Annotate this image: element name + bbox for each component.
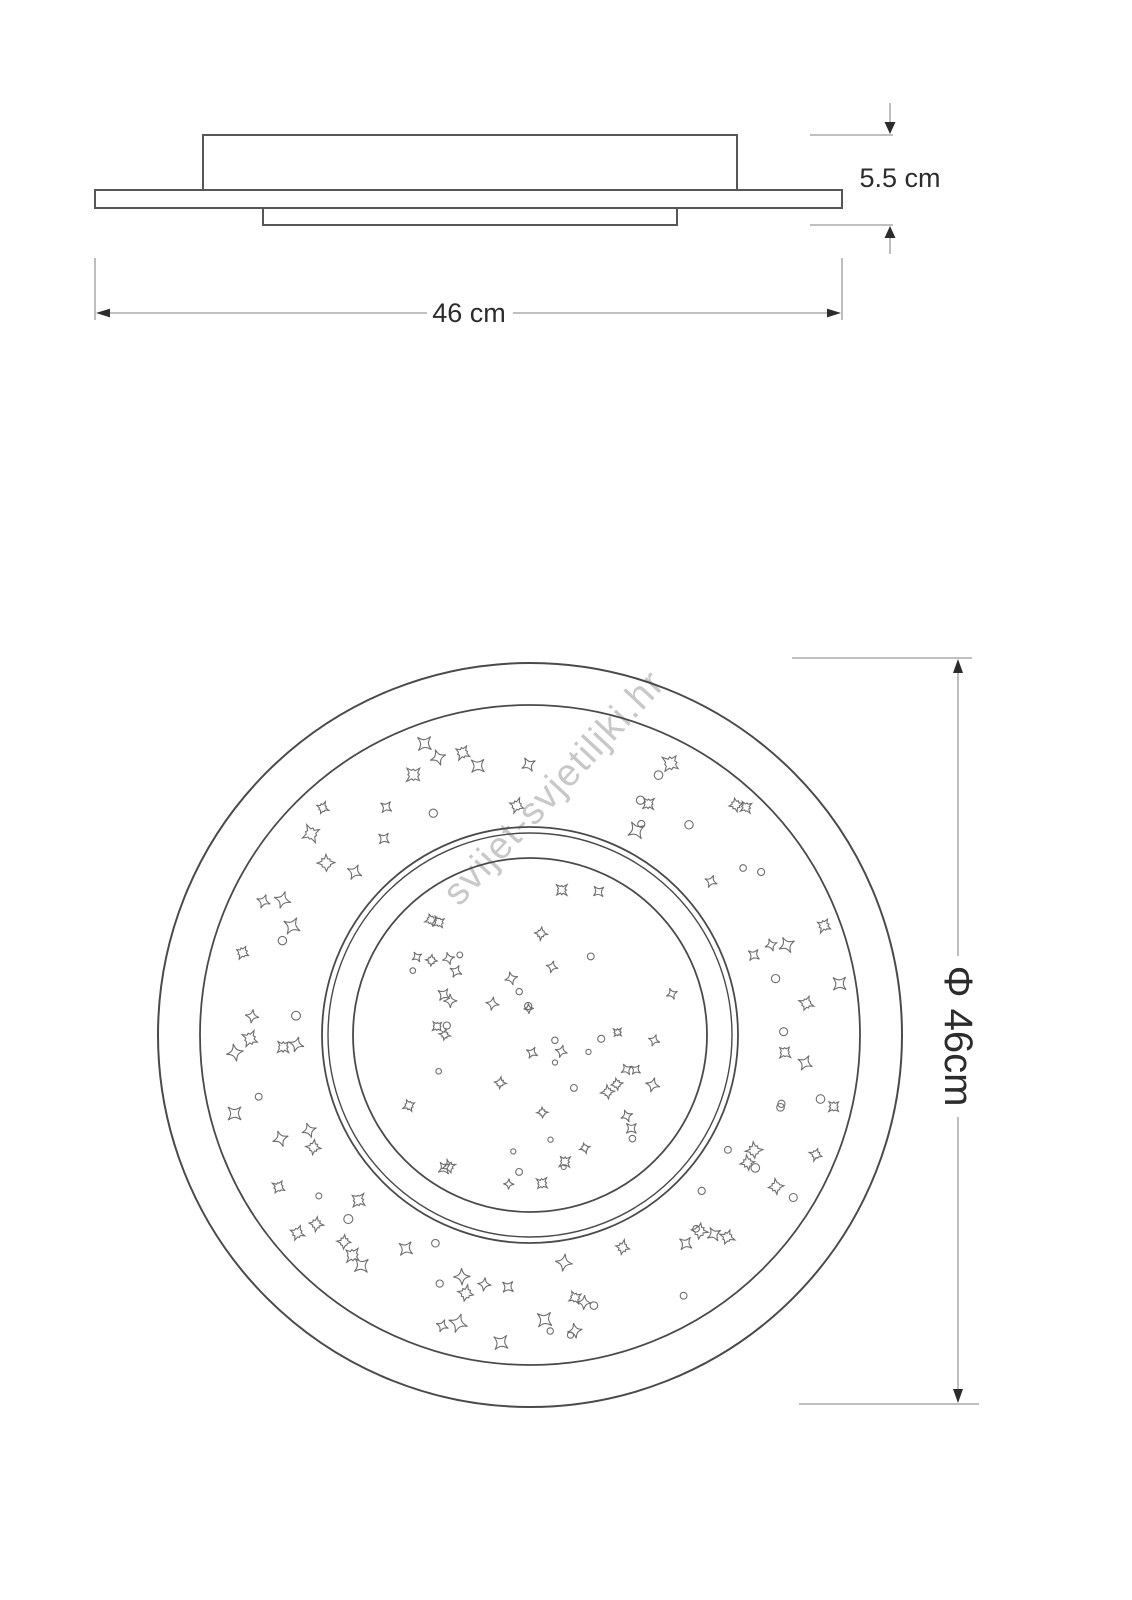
dot-icon [772,975,780,983]
diameter-dimension-label: Φ 46cm [936,965,980,1107]
sparkle-star-icon [347,865,362,880]
jagged-star-icon [818,919,831,933]
sparkle-star-icon [453,1268,470,1285]
arrow-up-icon [885,226,896,238]
jagged-star-icon [780,1047,791,1058]
lamp-base-plate-side [95,190,842,208]
dot-icon [552,1037,558,1043]
dot-icon [571,1085,578,1092]
sparkle-star-icon [226,1044,243,1061]
jagged-star-icon [829,1102,839,1112]
arrow-up-icon [953,659,963,673]
sparkle-star-icon [257,895,271,909]
dot-icon [629,1135,636,1142]
arrow-left-icon [96,309,110,318]
sparkle-star-icon [628,822,645,839]
jagged-star-icon [317,854,335,871]
sparkle-star-icon [412,952,422,962]
jagged-star-icon [237,947,249,960]
sparkle-star-icon [503,1179,514,1190]
sparkle-star-icon [418,737,432,751]
sparkle-star-icon [436,1320,448,1332]
jagged-star-icon [290,1226,305,1241]
sparkle-star-icon [505,972,518,985]
dot-icon [598,1035,605,1042]
dot-icon [552,1060,557,1065]
sparkle-star-icon [273,1131,289,1147]
jagged-star-icon [309,1217,324,1232]
dot-icon [587,953,594,960]
dot-icon [429,809,437,817]
sparkle-star-icon [399,1242,413,1256]
jagged-star-icon [616,1240,630,1255]
jagged-star-icon [611,1078,623,1090]
width-dimension [95,258,842,328]
dot-icon [278,936,286,944]
jagged-star-icon [559,1157,570,1168]
dot-icon [636,796,644,804]
dot-icon [698,1187,705,1194]
sparkle-star-icon [486,997,500,1011]
sparkle-star-icon [593,886,603,896]
dot-icon [586,1049,591,1054]
sparkle-star-icon [245,1009,259,1023]
jagged-star-icon [809,1149,822,1162]
dot-icon [516,1169,523,1176]
sparkle-star-icon [546,961,558,973]
arrow-down-icon [885,122,896,134]
jagged-star-icon [745,1142,763,1158]
jagged-star-icon [494,1077,506,1089]
jagged-star-icon [306,1140,321,1155]
width-dimension-label: 46 cm [432,298,506,328]
sparkle-star-icon [626,1123,636,1133]
sparkle-star-icon [494,1335,508,1349]
dot-icon [654,771,663,780]
dot-icon [816,1095,825,1104]
sparkle-star-icon [666,988,677,999]
height-dimension-label: 5.5 cm [859,163,941,193]
sparkle-star-icon [503,1281,514,1292]
dot-icon [410,968,416,974]
sparkle-star-icon [522,758,536,772]
jagged-star-icon [317,802,329,814]
jagged-star-icon [403,1100,415,1112]
jagged-star-icon [799,996,814,1010]
sparkle-star-icon [765,939,777,951]
dot-icon [344,1215,353,1224]
sparkle-star-icon [284,918,300,934]
dot-icon [685,821,693,829]
sparkle-star-icon [798,1056,813,1071]
sparkle-star-icon [648,1035,660,1047]
sparkle-star-icon [567,1323,582,1338]
jagged-star-icon [302,825,319,843]
sparkle-star-icon [707,1228,720,1241]
jagged-star-icon [272,1181,284,1193]
diameter-dimension [792,658,980,1404]
dot-icon [789,1194,797,1202]
sparkle-star-icon [449,1314,468,1333]
sparkle-star-icon [621,1110,633,1122]
dot-icon [457,952,463,958]
jagged-star-icon [277,1042,288,1053]
height-dimension [810,103,941,254]
sparkle-star-icon [526,1047,537,1058]
jagged-star-icon [337,1235,351,1249]
jagged-star-icon [537,1107,548,1118]
dot-icon [511,1149,516,1154]
sparkle-star-icon [477,1277,491,1291]
sparkle-star-icon [274,892,291,909]
led-ring-inner-circle [328,833,732,1237]
sparkle-star-icon [833,977,846,990]
side-view [95,103,941,328]
jagged-star-icon [601,1085,615,1099]
dot-icon [516,988,522,994]
jagged-star-icon [536,1178,547,1189]
dot-icon [443,1022,450,1029]
sparkle-star-icon [302,1123,317,1138]
dot-icon [680,1292,687,1299]
dot-icon [725,1146,732,1153]
sparkle-star-icon [631,1065,640,1074]
dot-icon [590,1302,598,1310]
arrow-right-icon [827,309,841,318]
jagged-star-icon [346,1248,359,1262]
sparkle-star-icon [537,1312,552,1327]
dot-icon [567,1332,573,1338]
arrow-down-icon [953,1389,963,1403]
dot-icon [548,1137,553,1142]
dot-icon [432,1239,440,1247]
dot-icon [751,1164,760,1173]
lamp-body-side [203,135,737,190]
jagged-star-icon [613,1028,621,1036]
dot-icon [436,1280,443,1287]
jagged-star-icon [352,1194,365,1207]
dot-icon [758,869,765,876]
center-panel-circle [353,858,707,1212]
sparkle-star-icon [555,1254,573,1272]
sparkle-star-icon [621,1064,632,1075]
sparkle-star-icon [442,952,455,965]
sparkle-star-icon [443,994,457,1008]
sparkle-star-icon [748,949,759,960]
sparkle-star-icon [471,759,484,772]
jagged-star-icon [720,1230,735,1244]
jagged-star-icon [426,955,438,966]
sparkle-star-icon [680,1237,693,1249]
dot-icon [547,1328,553,1334]
jagged-star-icon [740,1155,755,1170]
sparkle-star-icon [779,937,795,952]
lamp-diffuser-side [263,208,677,225]
dot-icon [255,1093,262,1100]
jagged-star-icon [580,1143,590,1153]
sparkle-star-icon [450,965,462,977]
jagged-star-icon [432,1022,441,1031]
dot-icon [436,1069,442,1075]
dot-icon [740,865,747,872]
sparkle-star-icon [289,1037,304,1052]
dot-icon [292,1011,301,1020]
jagged-star-icon [768,1179,784,1195]
sparkle-star-icon [705,875,717,887]
jagged-star-icon [242,1031,257,1047]
sparkle-star-icon [379,833,390,844]
dot-icon [316,1193,322,1199]
jagged-star-icon [458,1285,474,1301]
sparkle-star-icon [354,1259,368,1273]
jagged-star-icon [662,756,678,771]
sparkle-star-icon [555,1045,568,1058]
sparkle-star-icon [228,1107,241,1120]
sparkle-star-icon [430,750,446,766]
jagged-star-icon [557,885,568,896]
watermark-text: svijet-svjetiljki.hr [435,662,674,914]
led-ring-outer-circle [322,827,738,1243]
jagged-star-icon [456,746,470,760]
jagged-star-icon [407,768,420,781]
sparkle-star-icon [381,802,392,813]
sparkle-star-icon [645,1078,660,1093]
dot-icon [780,1028,788,1036]
outer-rim-circle [158,663,902,1407]
jagged-star-icon [535,927,548,940]
